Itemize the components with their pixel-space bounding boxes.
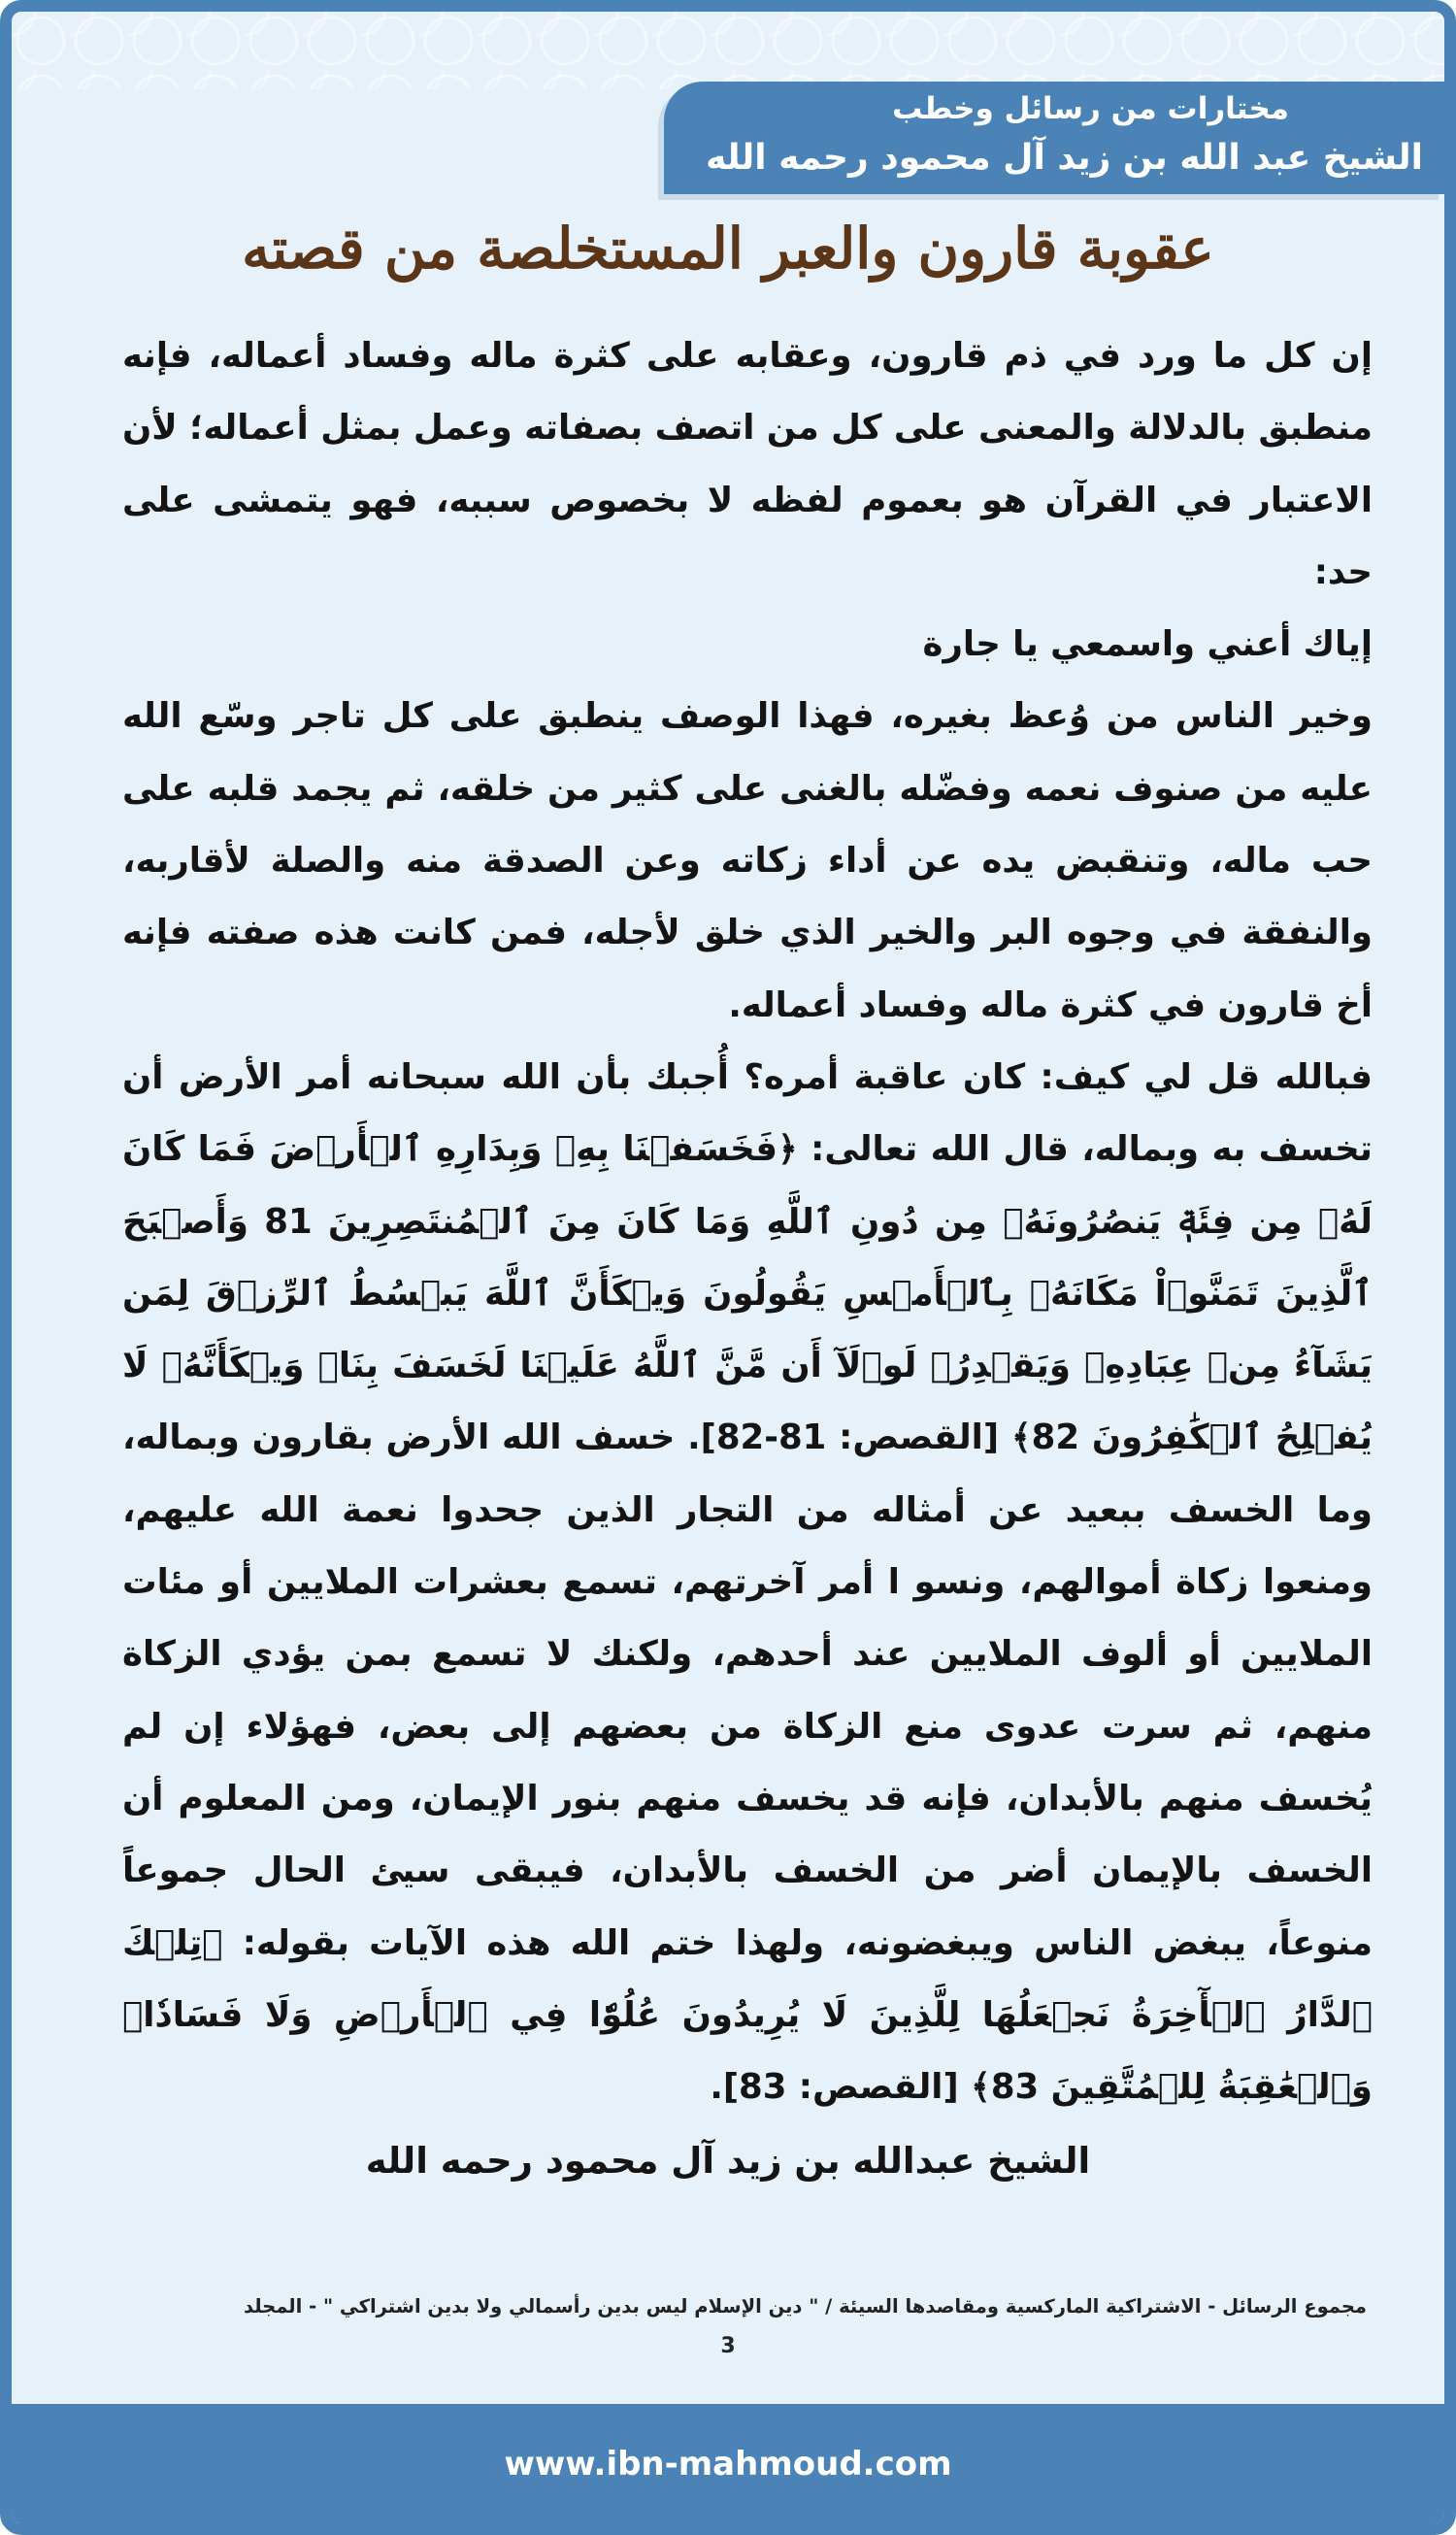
website-link[interactable]: www.ibn-mahmoud.com: [504, 2445, 952, 2484]
page-title: عقوبة قارون والعبر المستخلصة من قصته: [242, 216, 1214, 282]
header-series-title: مختارات من رسائل وخطب: [892, 91, 1289, 126]
paragraph-proverb: إياك أعني واسمعي يا جارة: [922, 624, 1373, 665]
source-citation: مجموع الرسائل - الاشتراكية الماركسية ومقاصدها السيئة / " دين الإسلام ليس بدين رأسمالي ولا بدين اشتراكي " - المجلد: [243, 2295, 1367, 2318]
decorative-pattern: [12, 12, 1444, 89]
header-banner: [664, 82, 1444, 194]
author-signature: الشيخ عبدالله بن زيد آل محمود رحمه الله: [365, 2140, 1091, 2182]
page-number: 3: [720, 2334, 736, 2358]
header-author-name: الشيخ عبد الله بن زيد آل محمود رحمه الله: [706, 138, 1423, 178]
footer-bar: [12, 2404, 1444, 2523]
paragraph-description: وخير الناس من وُعظ بغيره، فهذا الوصف ينطبق على كل تاجر وسّع الله عليه من صنوف نعمه وفضّله بالغنى على كثير من خلقه، ثم يجمد قلبه على حب ماله، وتنقبض يده عن أداء زكاته وعن الصدقة منه والصلة لأقاربه، والنفقة في وجوه البر والخير الذي خلق لأجله، فمن كانت هذه صفته فإنه أخ قارون في كثرة ماله وفساد أعماله.: [122, 696, 1373, 1025]
article-body: [122, 320, 1373, 2123]
paragraph-intro: إن كل ما ورد في ذم قارون، وعقابه على كثرة ماله وفساد أعماله، فإنه منطبق بالدلالة والمعنى على كل من اتصف بصفاته وعمل بمثل أعماله؛ لأن الاعتبار في القرآن هو بعموم لفظه لا بخصوص سببه، فهو يتمشى على حد:: [122, 336, 1373, 592]
paragraph-quran-lesson: فبالله قل لي كيف: كان عاقبة أمره؟ أُجبك بأن الله سبحانه أمر الأرض أن تخسف به وبماله، قال الله تعالى: ﴿فَخَسَفۡنَا بِهِۦ وَبِدَارِهِ ٱلۡأَرۡضَ فَمَا كَانَ لَهُۥ مِن فِئَةٖ يَنصُرُونَهُۥ مِن دُونِ ٱللَّهِ وَمَا كَانَ مِنَ ٱلۡمُنتَصِرِينَ 81 وَأَصۡبَحَ ٱلَّذِينَ تَمَنَّوۡاْ مَكَانَهُۥ بِٱلۡأَمۡسِ يَقُولُونَ وَيۡكَأَنَّ ٱللَّهَ يَبۡسُطُ ٱلرِّزۡقَ لِمَن يَشَآءُ مِنۡ عِبَادِهِۦ وَيَقۡدِرُۖ لَوۡلَآ أَن مَّنَّ ٱللَّهُ عَلَيۡنَا لَخَسَفَ بِنَاۖ وَيۡكَأَنَّهُۥ لَا يُفۡلِحُ ٱلۡكَٰفِرُونَ 82﴾ [القصص: 81-82]. خسف الله الأرض بقارون وبماله، وما الخسف ببعيد عن أمثاله من التجار الذين جحدوا نعمة الله عليهم، ومنعوا زكاة أموالهم، ونسو ا أمر آخرتهم، تسمع بعشرات الملايين أو مئات الملايين أو ألوف الملايين عند أحدهم، ولكنك لا تسمع بمن يؤدي الزكاة منهم، ثم سرت عدوى منع الزكاة من بعضهم إلى بعض، فهؤلاء إن لم يُخسف منهم بالأبدان، فإنه قد يخسف منهم بنور الإيمان، ومن المعلوم أن الخسف بالإيمان أضر من الخسف بالأبدان، فيبقى سيئ الحال جموعاً منوعاً، يبغض الناس ويبغضونه، ولهذا ختم الله هذه الآيات بقوله: ﴿تِلۡكَ ٱلدَّارُ ٱلۡأٓخِرَةُ نَجۡعَلُهَا لِلَّذِينَ لَا يُرِيدُونَ عُلُوّٗا فِي ٱلۡأَرۡضِ وَلَا فَسَادٗاۚ وَٱلۡعَٰقِبَةُ لِلۡمُتَّقِينَ 83﴾ [القصص: 83].: [122, 1056, 1373, 2108]
